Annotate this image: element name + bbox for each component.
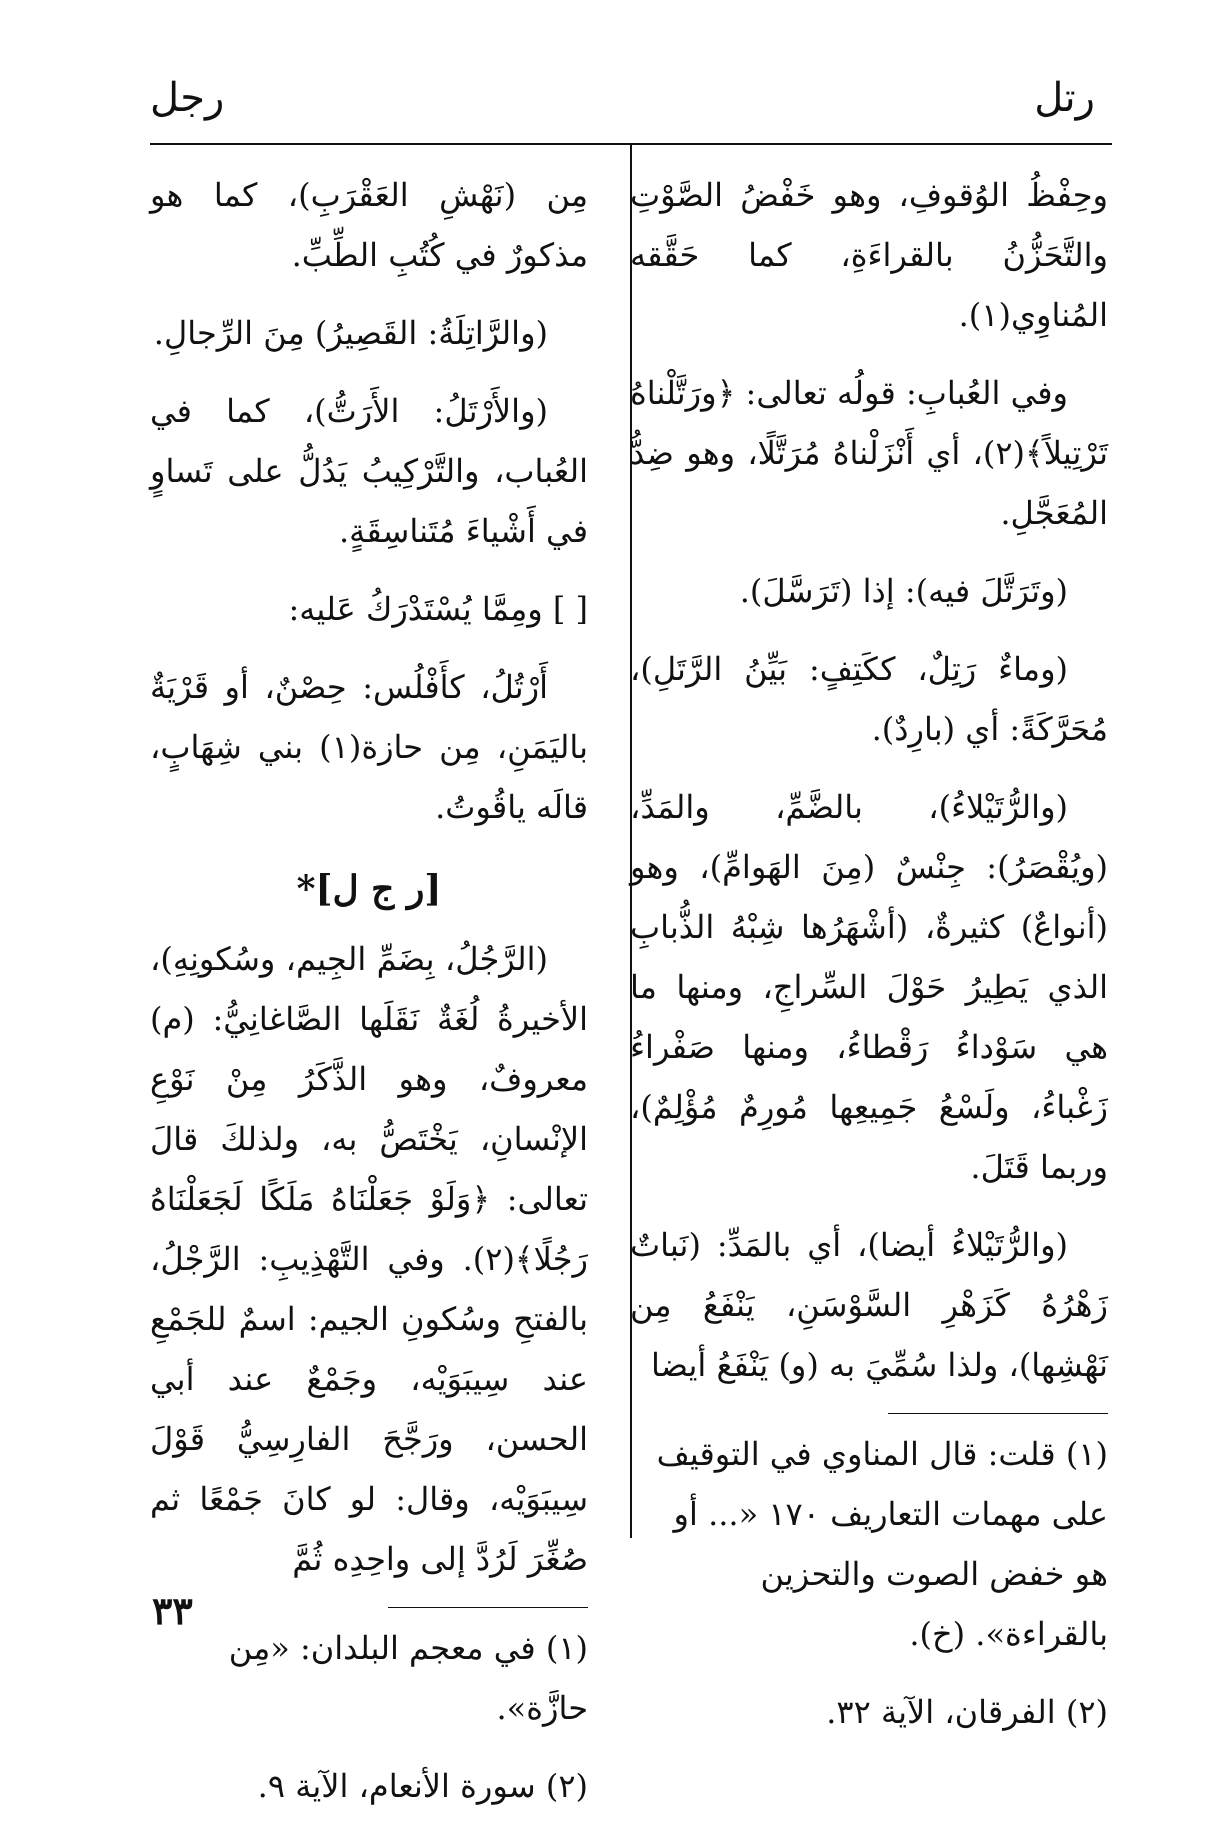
paragraph: (وتَرَتَّلَ فيه): إذا (تَرَسَّلَ). [739,572,1068,610]
paragraph: (وماءٌ رَتِلٌ، ككَتِفٍ: بَيِّنُ الرَّتَلِ)، مُحَرَّكَةً: أي (بارِدٌ). [630,650,1108,748]
paragraph: وفي العُبابِ: قولُه تعالى: ﴿ورَتَّلْناهُ تَرْتِيلاً﴾(٢)، أي أَنْزَلْناهُ مُرَتَّلًا، وهو ضِدُّ المُعَجَّلِ. [630,374,1108,532]
left-column [150,165,588,1834]
footnote-rule [888,1413,1108,1414]
right-column [630,165,1108,1760]
footnote: (١) قلت: قال المناوي في التوقيف على مهمات التعاريف ١٧٠ «... أو هو خفض الصوت والتحزين بالقراءة». (خ). [656,1435,1108,1653]
paragraph: (والرَّاتِلَةُ: القَصِيرُ) مِنَ الرِّجالِ. [153,314,548,352]
paragraph: وحِفْظُ الوُقوفِ، وهو خَفْضُ الصَّوْتِ والتَّحَزُّنُ بالقراءَةِ، كما حَقَّقه المُناوِي(١). [630,176,1108,334]
footnote: (١) في معجم البلدان: «مِن حازَّة». [228,1629,588,1727]
paragraph: (والأَرْتَلُ: الأَرَتُّ)، كما في العُباب، والتَّرْكِيبُ يَدُلُّ على تَساوٍ في أَشْياءَ مُتَناسِقَةٍ. [150,392,588,550]
footnote-rule [388,1607,588,1608]
paragraph: [ ] ومِمَّا يُسْتَدْرَكُ عَليه: [288,590,588,628]
running-header-left: رجل [150,75,225,121]
footnote: (٢) سورة الأنعام، الآية ٩. [257,1767,588,1805]
paragraph: (والرُّتَيْلاءُ أيضا)، أي بالمَدِّ: (نَباتٌ زَهْرُهُ كَزَهْرِ السَّوْسَنِ، يَنْفَعُ مِن نَهْشِها)، ولذا سُمِّيَ به (و) يَنْفَعُ أيضا [630,1226,1108,1384]
paragraph: (الرَّجُلُ، بِضَمِّ الجِيم، وسُكونِهِ)، الأخيرةُ لُغَةٌ نَقَلَها الصَّاغانِيُّ: (م) معروفٌ، وهو الذَّكَرُ مِنْ نَوْعِ الإنْسانِ، يَخْتَصُّ به، ولذلكَ قالَ تعالى: ﴿وَلَوْ جَعَلْنَاهُ مَلَكًا لَجَعَلْنَاهُ رَجُلًا﴾(٢). وفي التَّهْذِيبِ: الرَّجْلُ، بالفتحِ وسُكونِ الجيم: اسمٌ للجَمْعِ عند سِيبَوَيْه، وجَمْعٌ عند أبي الحسن، ورَجَّحَ الفارِسِيُّ قَوْلَ سِيبَوَيْه، وقال: لو كانَ جَمْعًا ثم صُغِّرَ لَرُدَّ إلى واحِدِه ثُمَّ [150,940,588,1578]
paragraph: أَرْتُلُ، كأَفْلُس: حِصْنٌ، أو قَرْيَةٌ باليَمَنِ، مِن حازة(١) بني شِهَابٍ، قالَه ياقُوتُ. [150,668,588,826]
running-header-right: رتل [1034,75,1095,121]
entry-heading: [ر ج ل]* [296,868,442,910]
paragraph: مِن (نَهْشِ العَقْرَبِ)، كما هو مذكورٌ في كُتُبِ الطِّبِّ. [150,176,588,274]
page-number: ٣٣ [152,1588,193,1633]
footnote: (٢) الفرقان، الآية ٣٢. [826,1693,1108,1731]
paragraph: (والرُّتَيْلاءُ)، بالضَّمِّ، والمَدِّ، (ويُقْصَرُ): جِنْسٌ (مِنَ الهَوامِّ)، وهو (أنواعٌ) كثيرةٌ، (أشْهَرُها شِبْهُ الذُّبابِ الذي يَطِيرُ حَوْلَ السِّراجِ، ومنها ما هي سَوْداءُ رَقْطاءُ، ومنها صَفْراءُ زَغْباءُ، ولَسْعُ جَمِيعِها مُورِمٌ مُؤْلِمٌ)، وربما قَتَلَ. [630,788,1108,1186]
